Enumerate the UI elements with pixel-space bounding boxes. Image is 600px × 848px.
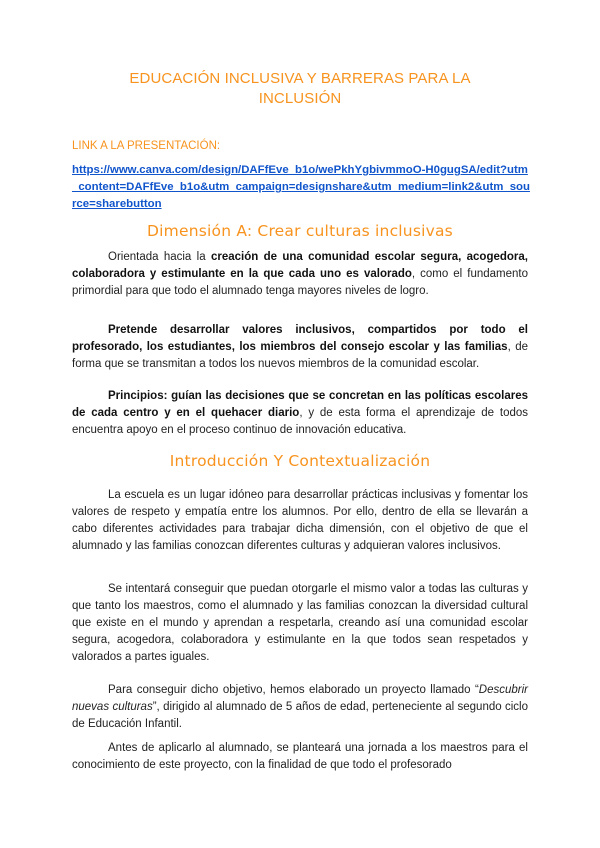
italic-run: Descubrir nuevas culturas — [72, 684, 528, 713]
document-title: EDUCACIÓN INCLUSIVA Y BARRERAS PARA LA INCLUSIÓN — [129, 70, 471, 107]
section-a-heading: Dimensión A: Crear culturas inclusivas — [147, 222, 453, 240]
text-run: Orientada hacia la — [108, 251, 211, 263]
text-run: Para conseguir dicho objetivo, hemos elaborado un proyecto llamado “ — [108, 684, 479, 696]
section-a-paragraph-3 — [72, 388, 528, 439]
bold-run: creación de una comunidad escolar segura, acogedora, colaboradora y estimulante en la que cada uno es valorado — [72, 251, 528, 280]
intro-paragraph-1: La escuela es un lugar idóneo para desarrollar prácticas inclusivas y fomentar los valores de respeto y empatía entre los alumnos. Por ello, dentro de ella se llevarán a cabo diferentes actividades para trabajar dicha dimensión, con el objetivo de que el alumnado y las familias conozcan diferentes culturas y adquieran valores inclusivos. — [72, 489, 528, 552]
intro-heading: Introducción Y Contextualización — [169, 452, 431, 470]
section-a-paragraph-2 — [72, 322, 528, 373]
bold-run: Principios: guían las decisiones que se concretan en las políticas escolares de cada centro y en el quehacer diario — [72, 390, 528, 419]
link-label: LINK A LA PRESENTACIÓN: — [72, 140, 221, 152]
intro-paragraph-4: Antes de aplicarlo al alumnado, se planteará una jornada a los maestros para el conocimiento de este proyecto, con la finalidad de que todo el profesorado — [72, 742, 528, 771]
bold-run: Pretende desarrollar valores inclusivos, compartidos por todo el profesorado, los estudiantes, los miembros del consejo escolar y las familias — [72, 324, 528, 353]
intro-paragraph-3 — [72, 682, 528, 733]
intro-paragraph-2: Se intentará conseguir que puedan otorgarle el mismo valor a todas las culturas y que tanto los maestros, como el alumnado y las familias conozcan la diversidad cultural que existe en el mundo y aprendan a respetarla, creando así una comunidad escolar segura, acogedora, colaboradora y estimulante en la que todos sean respetados y valorados a partes iguales. — [72, 583, 528, 663]
section-a-paragraph-1 — [72, 249, 528, 300]
presentation-link[interactable]: https://www.canva.com/design/DAFfEve_b1o/wePkhYgbivmmoO-H0gugSA/edit?utm_content=DAFfEve_b1o&utm_campaign=designshare&utm_medium=link2&utm_source=sharebutton — [72, 164, 530, 210]
text-run: , como el fundamento primordial para que todo el alumnado tenga mayores niveles de logro. — [72, 268, 528, 297]
text-run: , de forma que se transmitan a todos los nuevos miembros de la comunidad escolar. — [72, 341, 529, 370]
text-run: , y de esta forma el aprendizaje de todos encuentra apoyo en el proceso continuo de innovación educativa. — [72, 407, 529, 436]
text-run: ”, dirigido al alumnado de 5 años de edad, perteneciente al segundo ciclo de Educación Infantil. — [72, 701, 529, 730]
